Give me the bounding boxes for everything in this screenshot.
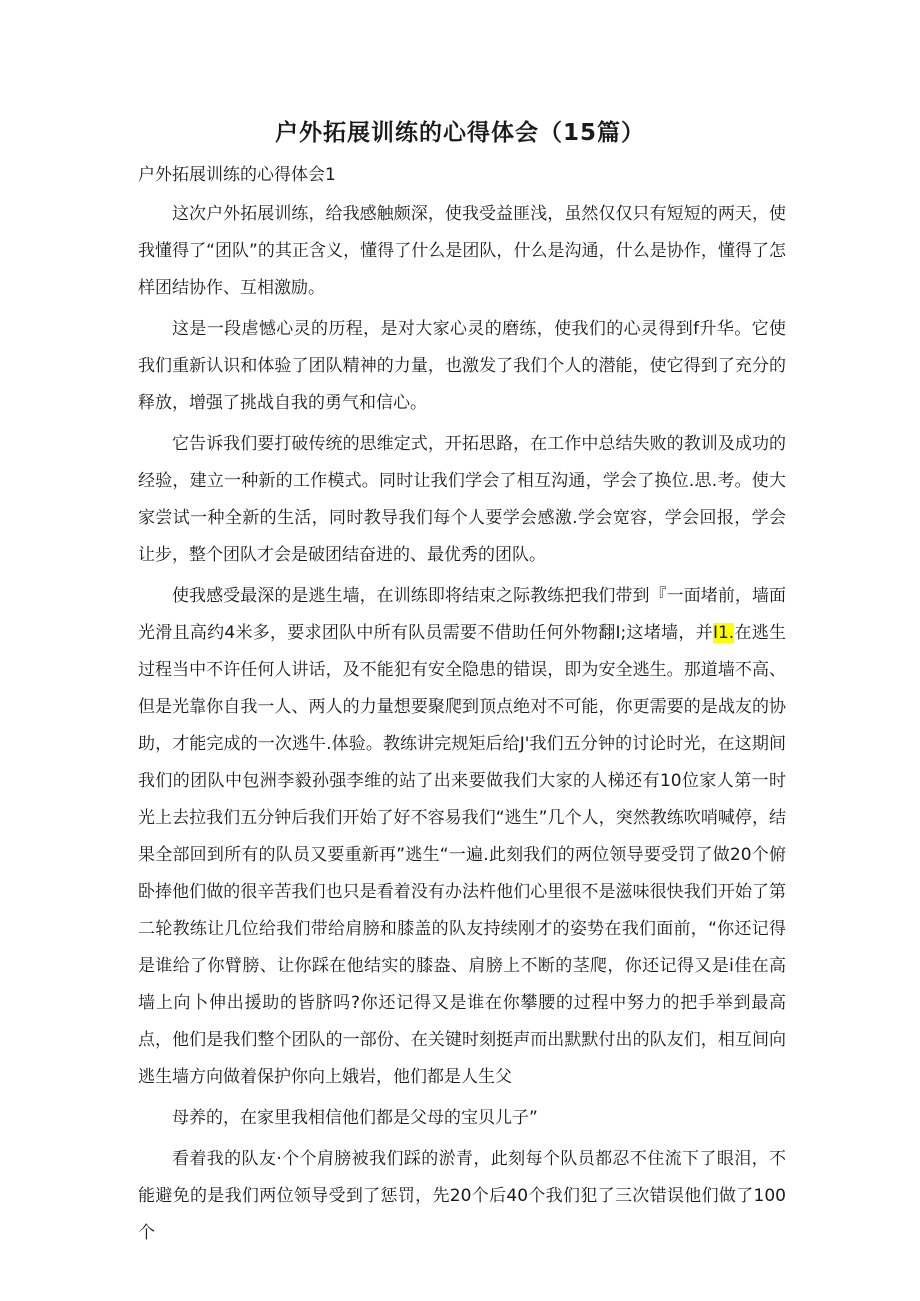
paragraph: 母养的，在家里我相信他们都是父母的宝贝儿子” — [172, 1108, 538, 1128]
paragraph-text-segment: 在逃生过程当中不许任何人讲话，及不能犯有安全隐患的错误，即为安全逃生。那道墙不高、但是光靠你自我一人、两人的力量想要聚爬到顶点绝对不可能，你更需要的是战友的协助，才能完成的一次逃牛.体验。教练讲完规矩后给J'我们五分钟的讨论时光，在这期间我们的团队中包洲李毅孙强李维的站了出来要做我们大家的人梯还有10位家人第一时光上去拉我们五分钟后我们开始了好不容易我们“逃生”几个人，突然教练吹哨喊停，结果全部回到所有的队员又要重新再”逃生“一遍.此刻我们的两位领导要受罚了做20个俯卧捧他们做的很辛苦我们也只是看着没有办法杵他们心里很不是滋味很快我们开始了第二轮教练让几位给我们带给肩膀和膝盖的队友持续刚才的姿势在我们面前，“你还记得是谁给了你臂膀、让你踩在他结实的膝盎、肩膀上不断的茎爬，你还记得又是i佳在高墙上向卜伸出援助的皆脐吗?你还记得又是谁在你攀腰的过程中努力的把手举到最高点，他们是我们整个团队的一部份、在关键时刻挺声而出默默付出的队友们，相互间向逃生墙方向做着保护你向上娥岩，他们都是人生父 — [138, 623, 786, 1087]
section-heading: 户外拓展训练的心得体会1 — [138, 165, 336, 185]
paragraph: 这是一段虐憾心灵的历程，是对大家心灵的磨练，使我们的心灵得到f升华。它使我们重新认识和体验了团队精神的力量，也激发了我们个人的潜能，使它得到了充分的释放，增强了挑战自我的勇气和信心。 — [138, 319, 786, 413]
document-body — [138, 196, 786, 1256]
paragraph-escape-wall — [138, 578, 786, 1096]
paragraph: 这次户外拓展训练，给我感触颇深，使我受益匪浅，虽然仅仅只有短短的两天，使我懂得了“团队”的其正含义，懂得了什么是团队，什么是沟通，什么是协作，懂得了怎样团结协作、互相激励。 — [138, 204, 786, 298]
paragraph: 看着我的队友·个个肩膀被我们踩的淤青，此刻每个队员都忍不住流下了眼泪，不能避免的是我们两位领导受到了惩罚，先20个后40个我们犯了三次错误他们做了100个 — [138, 1149, 786, 1243]
paragraph: 它告诉我们要打破传统的思维定式，开拓思路，在工作中总结失败的教训及成功的经验，建立一种新的工作模式。同时让我们学会了相互沟通，学会了换位.思.考。使大家尝试一种全新的生活，同时教导我们每个人要学会感激.学会宽容，学会回报，学会让步，整个团队才会是破团结奋进的、最优秀的团队。 — [138, 434, 786, 565]
document-title: 户外拓展训练的心得体会（15篇） — [274, 120, 645, 146]
highlighted-text: I1. — [712, 623, 735, 643]
paragraph-text-segment: 使我感受最深的是逃生墙，在训练即将结束之际教练把我们带到『一面堵前，墙面光滑且高约4米多，要求团队中所有队员需要不借助任何外物翻I;这堵墙，并 — [138, 586, 786, 643]
